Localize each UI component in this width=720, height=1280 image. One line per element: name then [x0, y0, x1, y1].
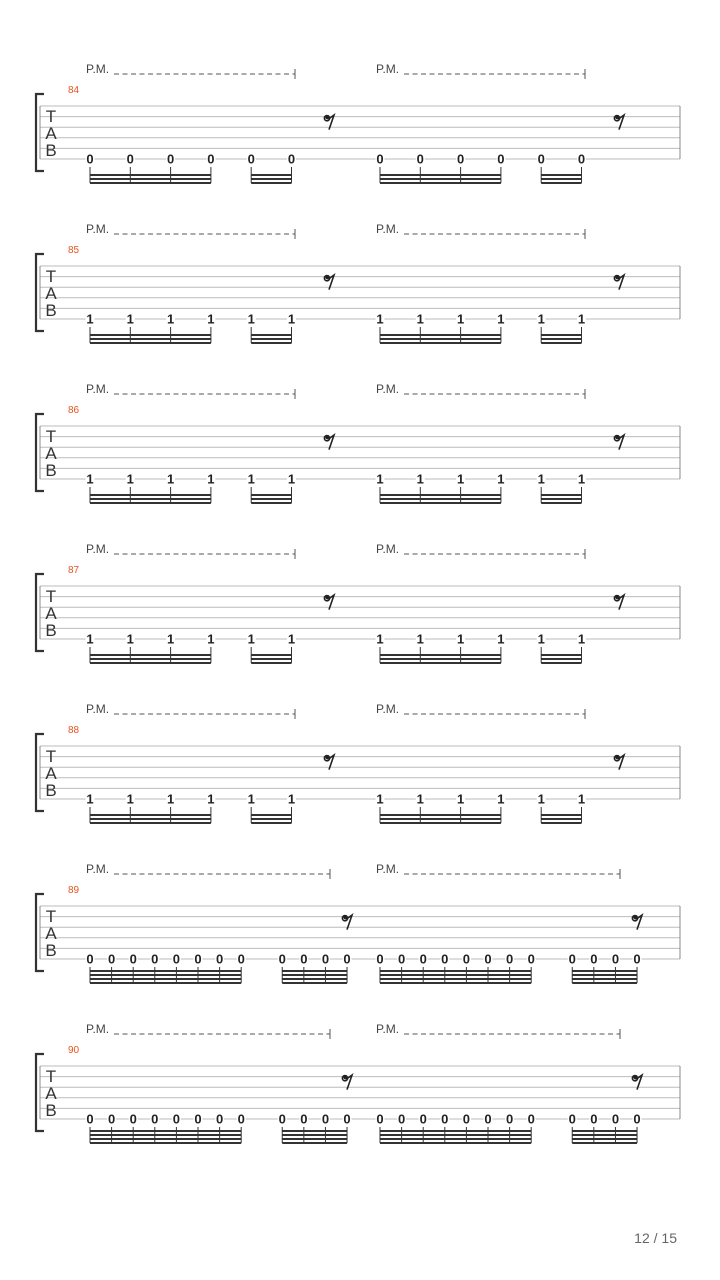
- fret-number: 1: [166, 471, 175, 487]
- tab-clef-letter: B: [45, 941, 57, 960]
- fret-number: 0: [194, 1111, 202, 1127]
- measure-number: 90: [68, 1045, 80, 1056]
- eighth-rest-dot: [325, 595, 330, 600]
- palm-mute-marking: [86, 222, 295, 239]
- fret-number: 0: [300, 1111, 308, 1127]
- tab-clef-letter: T: [45, 267, 57, 286]
- fret-number: 1: [86, 311, 94, 327]
- fret-number: 0: [376, 1111, 384, 1127]
- fret-number: 0: [151, 951, 159, 967]
- fret-number: 0: [86, 951, 94, 967]
- palm-mute-label: P.M.: [376, 702, 400, 716]
- fret-number: 0: [537, 151, 545, 167]
- palm-mute-marking: [86, 862, 330, 879]
- tab-system-89: [36, 862, 680, 983]
- fret-number: 1: [416, 791, 424, 807]
- fret-number: 0: [343, 951, 351, 967]
- fret-number: 0: [215, 1111, 224, 1127]
- palm-mute-marking: [376, 222, 585, 239]
- fret-number: 0: [126, 151, 134, 167]
- palm-mute-marking: [86, 62, 295, 79]
- measure-number: 87: [68, 565, 80, 576]
- fret-number: 0: [441, 1111, 449, 1127]
- palm-mute-marking: [376, 382, 585, 399]
- fret-number: 1: [456, 631, 465, 647]
- tab-system-85: [36, 222, 680, 343]
- tab-clef-letter: A: [45, 604, 57, 623]
- fret-number: 1: [577, 471, 586, 487]
- fret-number: 0: [568, 951, 576, 967]
- fret-number: 1: [456, 791, 465, 807]
- fret-number: 1: [86, 791, 94, 807]
- fret-number: 0: [194, 951, 202, 967]
- palm-mute-label: P.M.: [86, 702, 110, 716]
- eighth-rest-dot: [325, 115, 330, 120]
- fret-number: 0: [207, 151, 215, 167]
- fret-number: 0: [300, 951, 308, 967]
- fret-number: 0: [611, 951, 620, 967]
- measure-number: 86: [68, 405, 80, 416]
- fret-number: 0: [590, 1111, 598, 1127]
- fret-number: 1: [376, 311, 384, 327]
- fret-number: 1: [207, 311, 215, 327]
- fret-number: 0: [129, 951, 137, 967]
- measure-number: 85: [68, 245, 80, 256]
- eighth-rest-dot: [325, 275, 330, 280]
- palm-mute-label: P.M.: [86, 542, 110, 556]
- fret-number: 0: [419, 1111, 427, 1127]
- fret-number: 1: [416, 631, 424, 647]
- fret-number: 0: [237, 951, 245, 967]
- measure-number: 84: [68, 85, 80, 96]
- fret-number: 0: [86, 1111, 94, 1127]
- tab-system-87: [36, 542, 680, 663]
- palm-mute-marking: [86, 542, 295, 559]
- fret-number: 1: [416, 311, 424, 327]
- fret-number: 0: [287, 151, 296, 167]
- fret-number: 1: [537, 471, 545, 487]
- tab-clef-letter: T: [45, 587, 57, 606]
- fret-number: 1: [577, 311, 586, 327]
- fret-number: 1: [287, 791, 296, 807]
- fret-number: 0: [397, 1111, 406, 1127]
- fret-number: 0: [166, 151, 175, 167]
- fret-number: 1: [207, 631, 215, 647]
- page-number: 12 / 15: [634, 1230, 677, 1246]
- fret-number: 1: [126, 631, 134, 647]
- fret-number: 1: [537, 791, 545, 807]
- fret-number: 1: [247, 471, 255, 487]
- fret-number: 1: [577, 631, 586, 647]
- fret-number: 0: [416, 151, 424, 167]
- palm-mute-label: P.M.: [86, 382, 110, 396]
- fret-number: 0: [456, 151, 465, 167]
- fret-number: 1: [287, 311, 296, 327]
- fret-number: 1: [376, 631, 384, 647]
- tab-clef-letter: A: [45, 1084, 57, 1103]
- fret-number: 0: [247, 151, 255, 167]
- tab-clef-letter: B: [45, 141, 57, 160]
- palm-mute-marking: [376, 62, 585, 79]
- palm-mute-marking: [376, 1022, 620, 1039]
- tab-clef-letter: T: [45, 427, 57, 446]
- palm-mute-label: P.M.: [376, 862, 400, 876]
- fret-number: 1: [497, 631, 505, 647]
- fret-number: 0: [527, 1111, 535, 1127]
- tab-system-86: [36, 382, 680, 503]
- fret-number: 1: [456, 471, 465, 487]
- tab-clef-letter: A: [45, 764, 57, 783]
- palm-mute-label: P.M.: [376, 62, 400, 76]
- fret-number: 1: [497, 311, 505, 327]
- palm-mute-marking: [376, 702, 585, 719]
- fret-number: 1: [86, 631, 94, 647]
- fret-number: 1: [166, 631, 175, 647]
- palm-mute-label: P.M.: [86, 62, 110, 76]
- palm-mute-marking: [86, 1022, 330, 1039]
- measure-number: 88: [68, 725, 80, 736]
- fret-number: 0: [633, 1111, 641, 1127]
- palm-mute-marking: [86, 702, 295, 719]
- fret-number: 1: [376, 791, 384, 807]
- tab-system-84: [36, 62, 680, 183]
- fret-number: 1: [126, 471, 134, 487]
- palm-mute-label: P.M.: [376, 222, 400, 236]
- palm-mute-marking: [376, 862, 620, 879]
- measure-number: 89: [68, 885, 80, 896]
- eighth-rest-dot: [615, 755, 620, 760]
- fret-number: 1: [207, 471, 215, 487]
- eighth-rest-dot: [633, 1075, 638, 1080]
- fret-number: 1: [166, 791, 175, 807]
- fret-number: 1: [207, 791, 215, 807]
- eighth-rest-dot: [615, 115, 620, 120]
- fret-number: 1: [376, 471, 384, 487]
- fret-number: 1: [287, 471, 296, 487]
- eighth-rest-dot: [615, 275, 620, 280]
- eighth-rest-dot: [633, 915, 638, 920]
- fret-number: 1: [497, 471, 505, 487]
- tab-system-90: [36, 1022, 680, 1143]
- fret-number: 0: [172, 1111, 181, 1127]
- palm-mute-label: P.M.: [86, 862, 110, 876]
- fret-number: 1: [287, 631, 296, 647]
- tab-clef-letter: A: [45, 284, 57, 303]
- fret-number: 1: [577, 791, 586, 807]
- fret-number: 1: [537, 311, 545, 327]
- tab-clef-letter: A: [45, 444, 57, 463]
- fret-number: 0: [462, 951, 471, 967]
- fret-number: 1: [416, 471, 424, 487]
- fret-number: 0: [497, 151, 505, 167]
- fret-number: 1: [497, 791, 505, 807]
- eighth-rest-dot: [325, 755, 330, 760]
- tab-clef-letter: T: [45, 107, 57, 126]
- fret-number: 1: [166, 311, 175, 327]
- fret-number: 0: [527, 951, 535, 967]
- fret-number: 0: [484, 1111, 492, 1127]
- fret-number: 1: [86, 471, 94, 487]
- palm-mute-label: P.M.: [86, 1022, 110, 1036]
- tab-clef-letter: B: [45, 781, 57, 800]
- fret-number: 0: [397, 951, 406, 967]
- eighth-rest-dot: [343, 915, 348, 920]
- fret-number: 0: [86, 151, 94, 167]
- fret-number: 0: [376, 151, 384, 167]
- fret-number: 0: [419, 951, 427, 967]
- fret-number: 1: [247, 311, 255, 327]
- fret-number: 0: [611, 1111, 620, 1127]
- fret-number: 0: [321, 951, 330, 967]
- fret-number: 0: [568, 1111, 576, 1127]
- fret-number: 0: [278, 1111, 286, 1127]
- fret-number: 0: [151, 1111, 159, 1127]
- fret-number: 0: [107, 951, 116, 967]
- fret-number: 1: [456, 311, 465, 327]
- fret-number: 0: [172, 951, 181, 967]
- fret-number: 0: [215, 951, 224, 967]
- fret-number: 0: [462, 1111, 471, 1127]
- fret-number: 0: [633, 951, 641, 967]
- tab-clef-letter: T: [45, 1067, 57, 1086]
- tab-clef-letter: T: [45, 907, 57, 926]
- palm-mute-label: P.M.: [376, 382, 400, 396]
- eighth-rest-dot: [343, 1075, 348, 1080]
- fret-number: 0: [441, 951, 449, 967]
- fret-number: 0: [129, 1111, 137, 1127]
- tab-clef-letter: A: [45, 924, 57, 943]
- fret-number: 0: [343, 1111, 351, 1127]
- fret-number: 1: [247, 631, 255, 647]
- tab-system-88: [36, 702, 680, 823]
- eighth-rest-dot: [615, 435, 620, 440]
- fret-number: 0: [484, 951, 492, 967]
- tab-clef-letter: B: [45, 301, 57, 320]
- tab-clef-letter: B: [45, 461, 57, 480]
- tab-clef-letter: T: [45, 747, 57, 766]
- palm-mute-label: P.M.: [376, 1022, 400, 1036]
- palm-mute-marking: [376, 542, 585, 559]
- fret-number: 1: [126, 311, 134, 327]
- palm-mute-label: P.M.: [376, 542, 400, 556]
- tab-clef-letter: A: [45, 124, 57, 143]
- fret-number: 1: [247, 791, 255, 807]
- fret-number: 0: [577, 151, 586, 167]
- fret-number: 0: [278, 951, 286, 967]
- fret-number: 0: [237, 1111, 245, 1127]
- fret-number: 0: [376, 951, 384, 967]
- fret-number: 0: [505, 951, 514, 967]
- fret-number: 1: [537, 631, 545, 647]
- fret-number: 0: [321, 1111, 330, 1127]
- eighth-rest-dot: [615, 595, 620, 600]
- palm-mute-marking: [86, 382, 295, 399]
- eighth-rest-dot: [325, 435, 330, 440]
- tab-clef-letter: B: [45, 621, 57, 640]
- tab-clef-letter: B: [45, 1101, 57, 1120]
- fret-number: 0: [590, 951, 598, 967]
- palm-mute-label: P.M.: [86, 222, 110, 236]
- fret-number: 0: [107, 1111, 116, 1127]
- fret-number: 0: [505, 1111, 514, 1127]
- fret-number: 1: [126, 791, 134, 807]
